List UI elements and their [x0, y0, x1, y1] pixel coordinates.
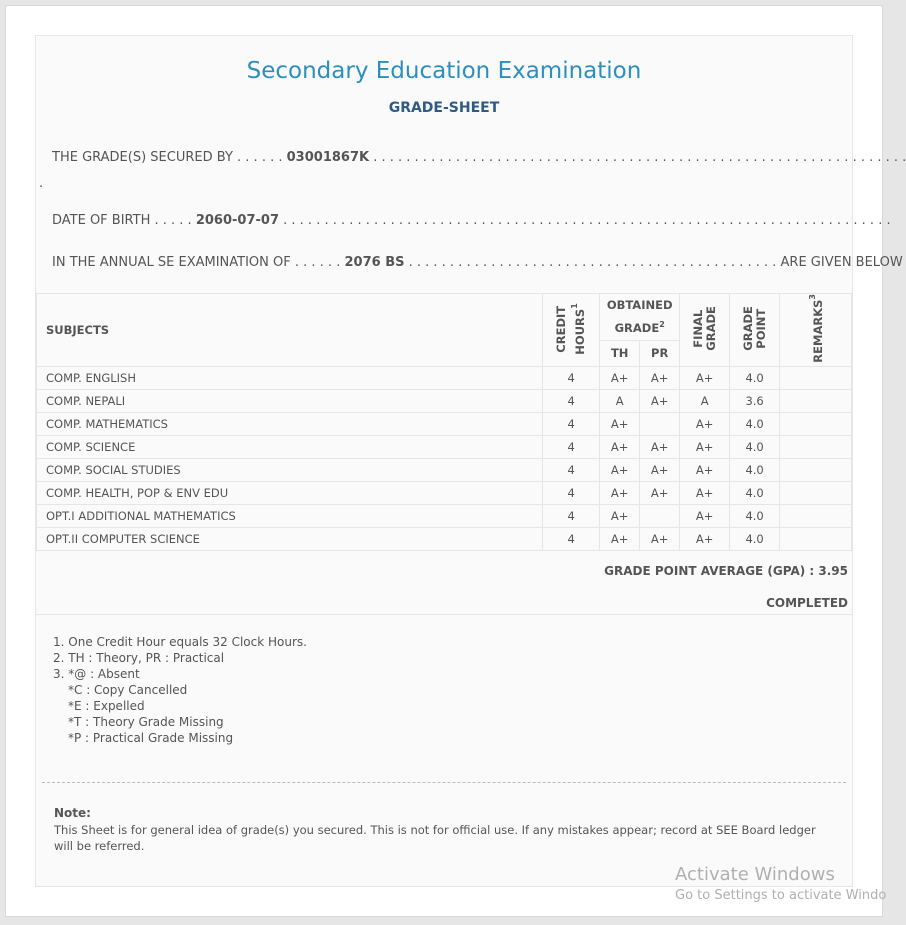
remarks-label: REMARKS	[810, 299, 825, 363]
secured-by-label: THE GRADE(S) SECURED BY	[52, 150, 233, 165]
fill-dots: . . . . . . . . . . . . . . . . . . . . . . . . . . . . . . . . . . . . . . . . . . . . . . . . . . . . . . . . . . . . . . . . .	[373, 150, 906, 165]
credit-sup: 1	[570, 302, 580, 309]
final-grade-cell: A+	[680, 412, 730, 435]
grades-table	[36, 293, 852, 551]
subject-cell: COMP. HEALTH, POP & ENV EDU	[37, 481, 543, 504]
footnote-code: *C : Copy Cancelled	[68, 683, 188, 697]
credit-hours-header	[543, 294, 600, 367]
final-grade-cell: A+	[680, 458, 730, 481]
grade-point-cell: 4.0	[730, 504, 780, 527]
grade-point-label: GRADE POINT	[740, 306, 768, 351]
pr-grade-cell: A+	[640, 366, 680, 389]
pr-grade-cell	[640, 412, 680, 435]
remarks-cell	[780, 481, 852, 504]
subject-cell: COMP. ENGLISH	[37, 366, 543, 389]
obtained-grade-header	[600, 294, 680, 341]
subject-cell: OPT.II COMPUTER SCIENCE	[37, 527, 543, 550]
pr-grade-cell	[640, 504, 680, 527]
table-row	[37, 458, 852, 481]
grade-point-cell: 3.6	[730, 389, 780, 412]
gpa-summary: GRADE POINT AVERAGE (GPA) : 3.95	[604, 564, 848, 578]
table-row	[37, 366, 852, 389]
subjects-header: SUBJECTS	[37, 294, 543, 367]
final-grade-cell: A+	[680, 504, 730, 527]
obtained-sup: 2	[659, 320, 665, 330]
exam-line	[52, 255, 903, 270]
subject-cell: COMP. NEPALI	[37, 389, 543, 412]
grade-point-cell: 4.0	[730, 412, 780, 435]
credit-cell: 4	[543, 527, 600, 550]
obtained-grade-label: OBTAINED GRADE	[606, 298, 673, 336]
final-grade-header	[680, 294, 730, 367]
remarks-cell	[780, 504, 852, 527]
remarks-cell	[780, 412, 852, 435]
remarks-sup: 3	[808, 294, 818, 300]
exam-label: IN THE ANNUAL SE EXAMINATION OF	[52, 255, 291, 270]
fill-dots: . . . . . . . . . . . . . . . . . . . . . . . . . . . . . . . . . . . . . . . . . . . . . . . . . . . . . . . . . . . . . . . . . . . . . . . . . .	[283, 213, 891, 228]
th-grade-cell: A+	[600, 504, 640, 527]
credit-cell: 4	[543, 389, 600, 412]
footnote: 1. One Credit Hour equals 32 Clock Hours.	[53, 635, 307, 649]
grade-point-cell: 4.0	[730, 366, 780, 389]
header-row	[37, 294, 852, 341]
grade-point-cell: 4.0	[730, 458, 780, 481]
credit-cell: 4	[543, 458, 600, 481]
secured-by-line	[52, 150, 906, 165]
remarks-cell	[780, 366, 852, 389]
pr-grade-cell: A+	[640, 435, 680, 458]
subject-cell: COMP. SCIENCE	[37, 435, 543, 458]
grade-point-header	[730, 294, 780, 367]
final-grade-cell: A+	[680, 435, 730, 458]
dashed-divider	[42, 782, 846, 783]
footnote-code: *P : Practical Grade Missing	[68, 731, 234, 745]
pr-header: PR	[640, 341, 680, 366]
th-grade-cell: A+	[600, 412, 640, 435]
watermark-subtitle: Go to Settings to activate Windo	[675, 888, 887, 903]
dob-value: 2060-07-07	[195, 213, 279, 228]
table-row	[37, 527, 852, 550]
pr-grade-cell: A+	[640, 458, 680, 481]
table-row	[37, 389, 852, 412]
remarks-cell	[780, 458, 852, 481]
grade-point-cell: 4.0	[730, 527, 780, 550]
th-grade-cell: A	[600, 389, 640, 412]
th-grade-cell: A+	[600, 366, 640, 389]
sheet-subtitle: GRADE-SHEET	[388, 100, 500, 116]
grade-point-cell: 4.0	[730, 481, 780, 504]
subject-cell: OPT.I ADDITIONAL MATHEMATICS	[37, 504, 543, 527]
credit-hours-label: CREDIT HOURS	[554, 304, 588, 355]
pr-grade-cell: A+	[640, 389, 680, 412]
remarks-cell	[780, 389, 852, 412]
grade-sheet	[35, 35, 906, 887]
remarks-cell	[780, 435, 852, 458]
leader-dots: . . . . . .	[237, 150, 283, 165]
footnote: 3. *@ : Absent	[53, 667, 140, 681]
remarks-cell	[780, 527, 852, 550]
grade-point-cell: 4.0	[730, 435, 780, 458]
pr-grade-cell: A+	[640, 481, 680, 504]
final-grade-cell: A+	[680, 527, 730, 550]
symbol-number: 03001867K	[286, 150, 370, 165]
wrap-dot: .	[39, 176, 44, 191]
dob-label: DATE OF BIRTH	[52, 213, 151, 228]
note-heading: Note:	[54, 806, 91, 820]
subject-cell: COMP. MATHEMATICS	[37, 412, 543, 435]
credit-cell: 4	[543, 481, 600, 504]
table-row	[37, 412, 852, 435]
given-below-label: ARE GIVEN BELOW	[780, 255, 903, 270]
pr-grade-cell: A+	[640, 527, 680, 550]
result-status: COMPLETED	[766, 596, 848, 610]
leader-dots: . . . . .	[154, 213, 192, 228]
footnote-code: *E : Expelled	[68, 699, 145, 713]
note-body: This Sheet is for general idea of grade(s) you secured. This is not for official use. If any mistakes appear; record at SEE Board ledger will be referred.	[54, 823, 816, 853]
final-grade-cell: A+	[680, 366, 730, 389]
fill-dots: . . . . . . . . . . . . . . . . . . . . . . . . . . . . . . . . . . . . . . . . . . . . .	[408, 255, 781, 270]
final-grade-label: FINAL GRADE	[690, 306, 718, 351]
footnote-code: *T : Theory Grade Missing	[68, 715, 224, 729]
subject-cell: COMP. SOCIAL STUDIES	[37, 458, 543, 481]
credit-cell: 4	[543, 412, 600, 435]
footnote: 2. TH : Theory, PR : Practical	[53, 651, 225, 665]
leader-dots: . . . . . .	[294, 255, 341, 270]
credit-cell: 4	[543, 435, 600, 458]
watermark-title: Activate Windows	[675, 864, 835, 885]
final-grade-cell: A	[680, 389, 730, 412]
remarks-header	[780, 294, 852, 367]
table-row	[37, 481, 852, 504]
th-grade-cell: A+	[600, 458, 640, 481]
dob-line	[52, 213, 891, 228]
th-grade-cell: A+	[600, 435, 640, 458]
th-grade-cell: A+	[600, 527, 640, 550]
grade-rows	[37, 366, 852, 550]
th-grade-cell: A+	[600, 481, 640, 504]
footnotes	[53, 634, 307, 746]
credit-cell: 4	[543, 366, 600, 389]
th-header: TH	[600, 341, 640, 366]
exam-year: 2076 BS	[344, 255, 405, 270]
divider	[36, 614, 852, 615]
table-row	[37, 435, 852, 458]
credit-cell: 4	[543, 504, 600, 527]
final-grade-cell: A+	[680, 481, 730, 504]
exam-title: Secondary Education Examination	[246, 58, 642, 84]
page-frame	[5, 5, 906, 917]
table-row	[37, 504, 852, 527]
